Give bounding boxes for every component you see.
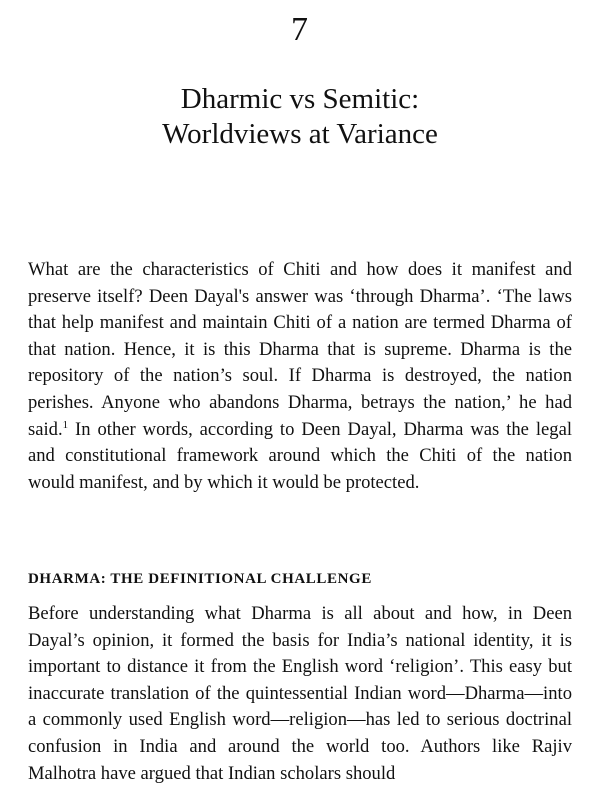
section-heading: DHARMA: THE DEFINITIONAL CHALLENGE	[28, 571, 372, 587]
chapter-title-line-1: Dharmic vs Semitic:	[180, 83, 420, 115]
chapter-title-line-2: Worldviews at Variance	[162, 118, 438, 150]
paragraph-2: Before understanding what Dharma is all about and how, in Deen Dayal’s opinion, it formed the basis for India’s national identity, it is important to distance it from the English word ‘religion’. This easy but inaccurate translation of the quintessential Indian word—Dharma—into a commonly used English word—religion—has led to serious doctrinal confusion in India and around the world too. Authors like Rajiv Malhotra have argued that Indian scholars should	[28, 603, 572, 784]
paragraph-1	[28, 257, 572, 496]
paragraph-1-text: What are the characteristics of Chiti and how does it manifest and preserve itself? Deen Dayal's answer was ‘through Dharma’. ‘The laws that help manifest and maintain Chiti of a nation are termed Dharma of that nation. Hence, it is this Dharma that is supreme. Dharma is the repository of the nation’s soul. If Dharma is destroyed, the nation perishes. Anyone who abandons Dharma, betrays the nation,’ he had said.	[28, 259, 572, 440]
paragraph-1-text-continued: In other words, according to Deen Dayal, Dharma was the legal and constitutional framework around which the Chiti of the nation would manifest, and by which it would be protected.	[28, 418, 572, 493]
chapter-title	[0, 82, 600, 152]
chapter-number: 7	[291, 11, 309, 48]
footnote-marker: 1	[62, 418, 69, 431]
